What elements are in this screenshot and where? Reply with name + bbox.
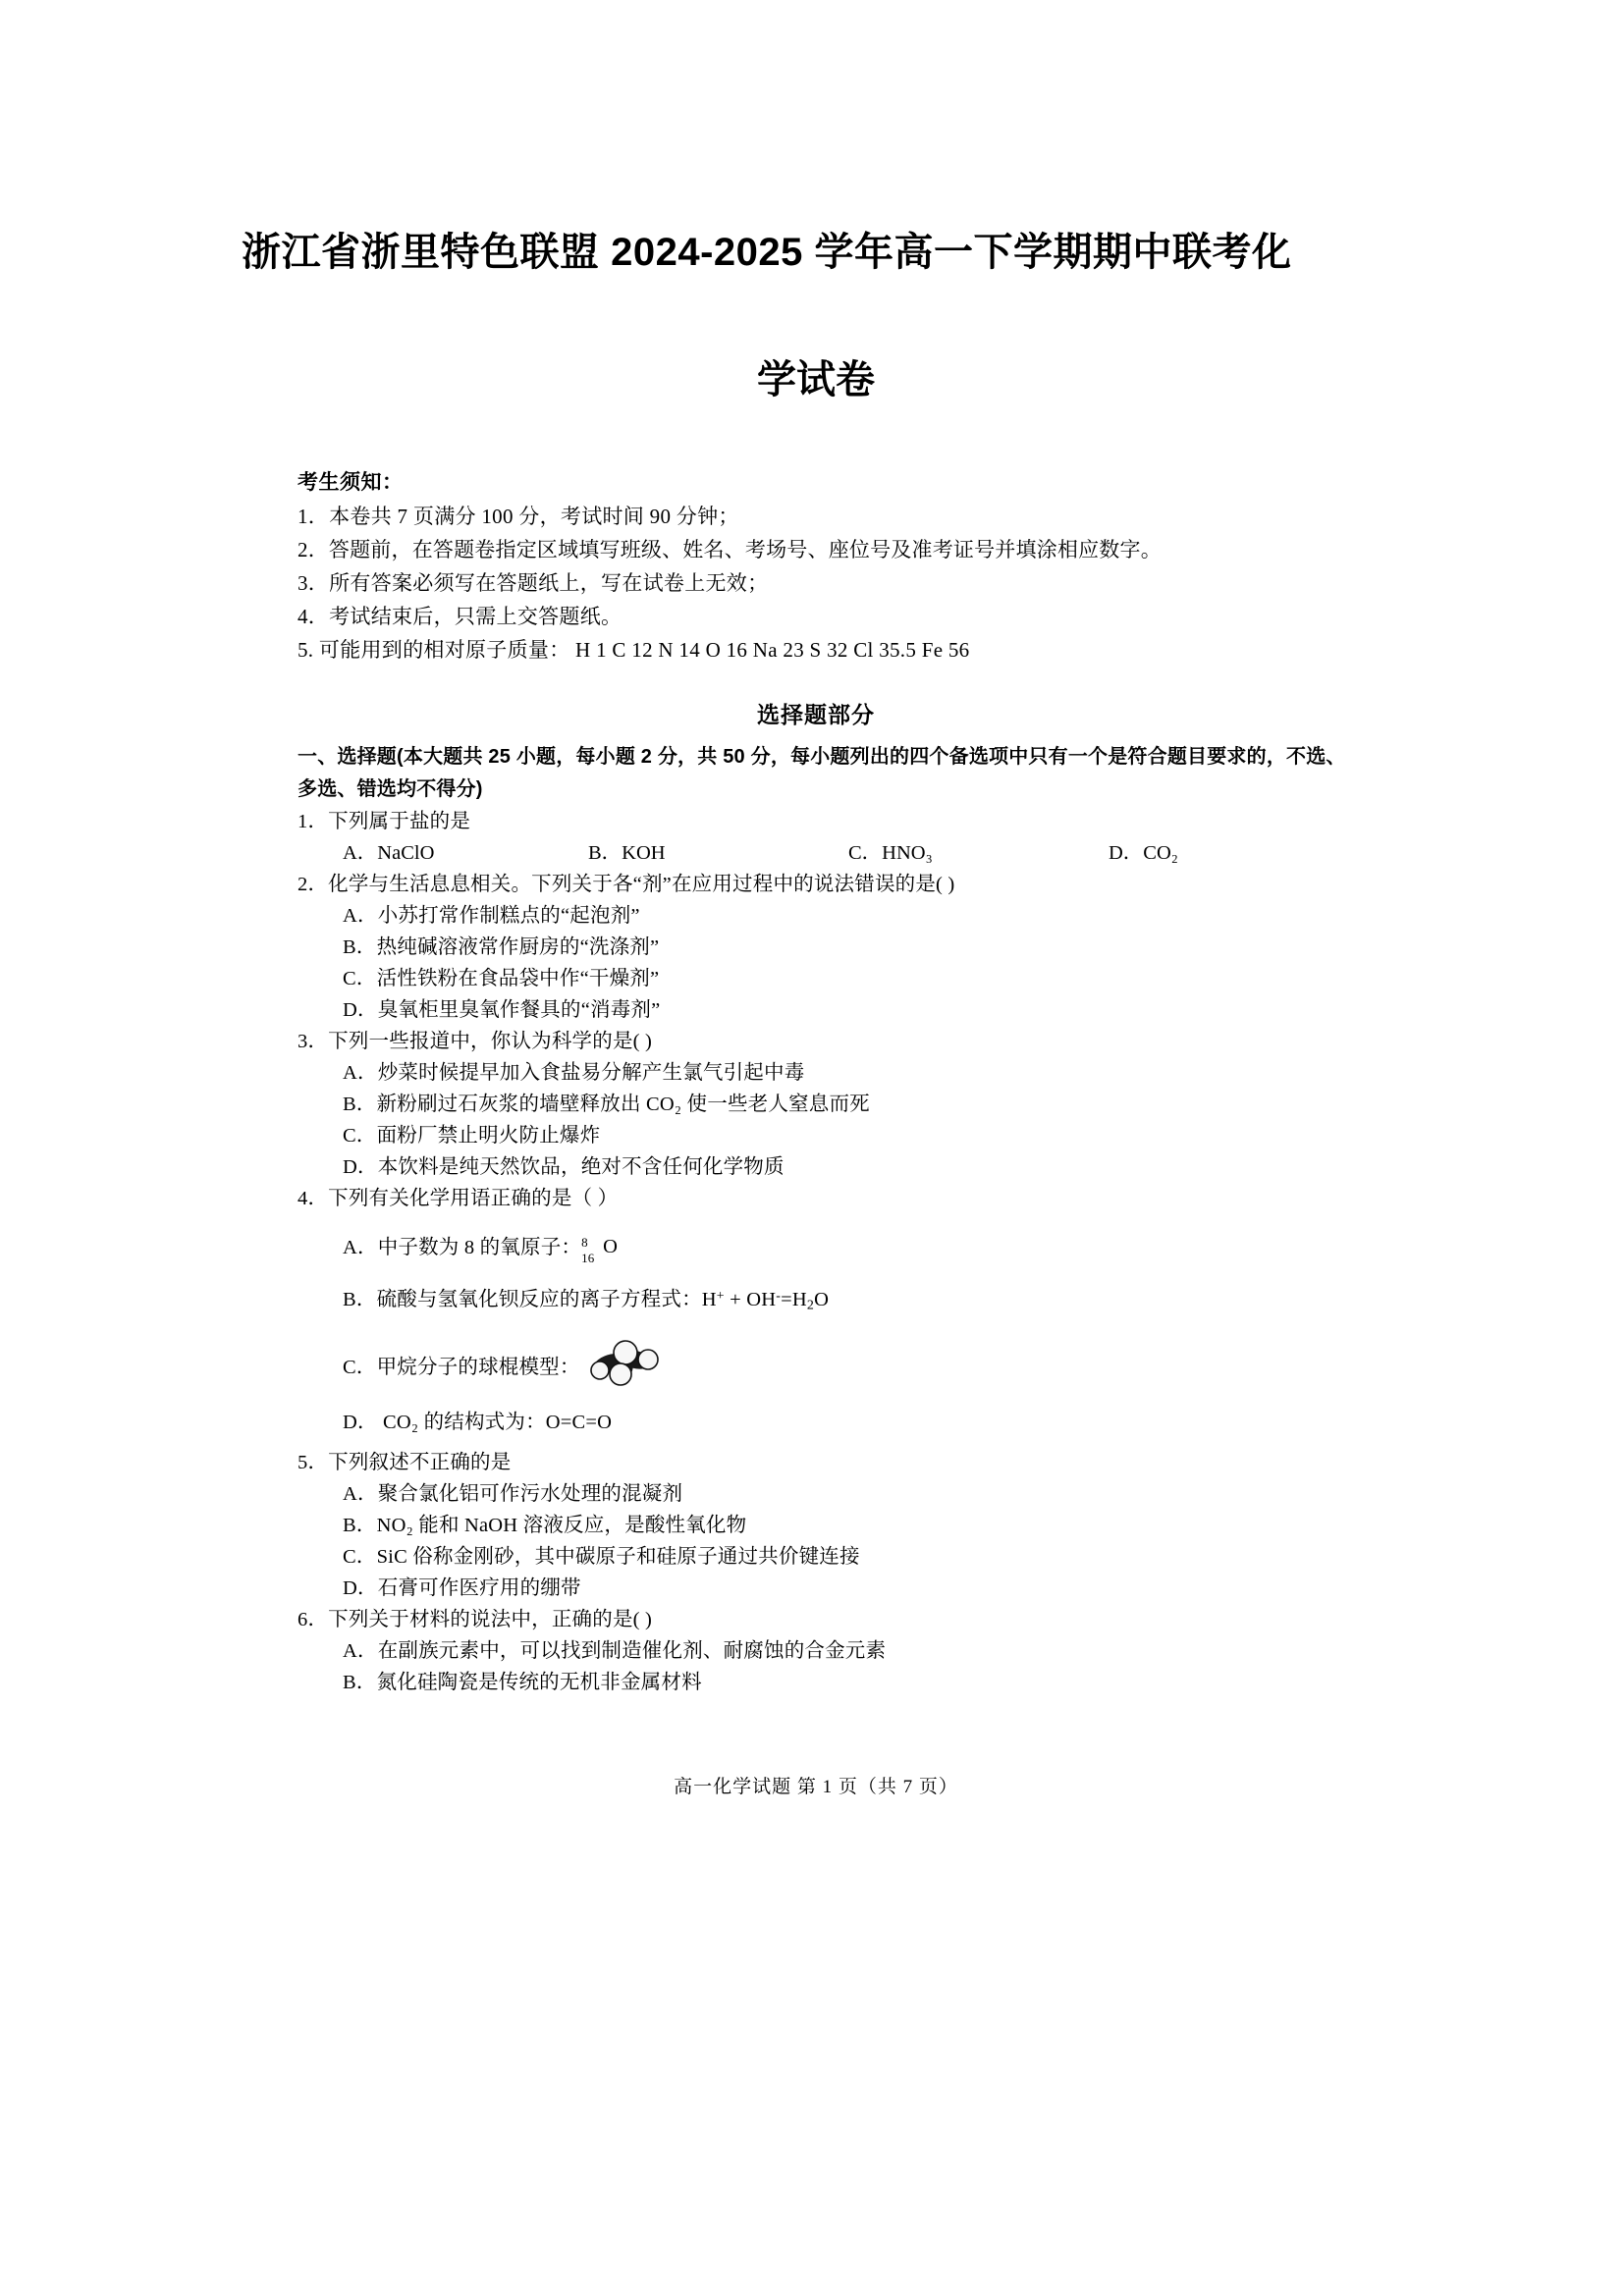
- question-2-text: 化学与生活息息相关。下列关于各“剂”在应用过程中的说法错误的是( ): [328, 874, 955, 895]
- page-title-line2: 学试卷: [757, 358, 875, 401]
- question-4-option-a-text: A．中子数为 8 的氧原子：: [343, 1237, 582, 1258]
- question-3-text: 下列一些报道中，你认为科学的是( ): [328, 1031, 653, 1052]
- question-3-option-b: B．新粉刷过石灰浆的墙壁释放出 CO₂ 使一些老人窒息而死: [343, 1094, 870, 1115]
- question-4-text: 下列有关化学用语正确的是（ ）: [328, 1188, 619, 1209]
- question-1-option-c: C．HNO₃: [848, 842, 933, 864]
- question-1-number: 1．: [298, 811, 329, 832]
- question-4-option-b-tail2: =H: [781, 1288, 807, 1310]
- notice-item-2: 2．答题前，在答题卷指定区域填写班级、姓名、考场号、座位号及准考证号并填涂相应数字。: [298, 538, 1162, 561]
- big-question-heading: 一、选择题(本大题共 25 小题，每小题 2 分，共 50 分，每小题列出的四个备选项中只有一个是符合题目要求的，不选、多选、错选均不得分): [298, 746, 1346, 800]
- subscript-2: 2: [806, 1298, 815, 1313]
- questions-container: [298, 741, 1348, 1698]
- question-5-option-c: C．SiC 俗称金刚砂，其中碳原子和硅原子通过共价键连接: [343, 1545, 860, 1568]
- charge-plus: +: [716, 1289, 725, 1304]
- question-4-option-b-tail: + OH: [724, 1288, 777, 1310]
- question-6-number: 6．: [298, 1608, 329, 1630]
- question-2-number: 2．: [298, 874, 329, 895]
- question-5-stem: [298, 1447, 1348, 1478]
- page-title: 浙江省浙里特色联盟 2024-2025 学年高一下学期期中联考化: [242, 231, 1292, 274]
- question-4-option-c-text: C．甲烷分子的球棍模型：: [343, 1356, 580, 1378]
- question-4-option-b-tail3: O: [814, 1288, 830, 1310]
- notice-item-5: 5. 可能用到的相对原子质量： H 1 C 12 N 14 O 16 Na 23 S 32 Cl 35.5 Fe 56: [298, 638, 970, 662]
- question-5-text: 下列叙述不正确的是: [328, 1451, 512, 1473]
- question-2-stem: [298, 869, 1348, 900]
- notice-item-1: 1．本卷共 7 页满分 100 分，考试时间 90 分钟；: [298, 505, 739, 528]
- notice-item-3: 3．所有答案必须写在答题纸上，写在试卷上无效；: [298, 571, 769, 595]
- notice-item-4: 4．考试结束后，只需上交答题纸。: [298, 605, 623, 628]
- spacer: [298, 1438, 1348, 1447]
- methane-model-svg: [580, 1340, 665, 1389]
- question-2-option-b: B．热纯碱溶液常作厨房的“洗涤剂”: [343, 936, 660, 958]
- question-4-number: 4．: [298, 1188, 329, 1209]
- question-3-stem: [298, 1026, 1348, 1057]
- question-5-number: 5．: [298, 1451, 329, 1473]
- question-6-option-b: B．氮化硅陶瓷是传统的无机非金属材料: [343, 1671, 702, 1693]
- isotope-element-symbol: O: [603, 1236, 619, 1258]
- question-6-text: 下列关于材料的说法中，正确的是( ): [328, 1608, 653, 1630]
- isotope-notation-oxygen: [581, 1235, 626, 1266]
- question-1-option-d: D．CO₂: [1109, 842, 1178, 864]
- question-3-number: 3．: [298, 1031, 329, 1052]
- question-4-option-c: [298, 1340, 1348, 1389]
- question-6-stem: [298, 1604, 1348, 1635]
- methane-ball-and-stick-model-icon: [580, 1340, 665, 1389]
- section-header: 选择题部分: [757, 702, 875, 727]
- question-1-stem: [298, 806, 1348, 837]
- question-1-options: [298, 837, 1348, 869]
- isotope-mass-number: 8: [581, 1235, 588, 1251]
- spacer: [298, 1389, 1348, 1407]
- spacer: [298, 1322, 1348, 1340]
- question-2-option-a: A．小苏打常作制糕点的“起泡剂”: [343, 905, 640, 927]
- question-3-option-a: A．炒菜时候提早加入食盐易分解产生氯气引起中毒: [343, 1062, 805, 1084]
- question-1-text: 下列属于盐的是: [328, 811, 471, 832]
- spacer: [298, 1214, 1348, 1232]
- question-4-option-b: [298, 1281, 1348, 1322]
- question-4-option-a: [298, 1232, 1348, 1266]
- candidate-notice: [298, 466, 1338, 667]
- question-5-option-d: D．石膏可作医疗用的绷带: [343, 1576, 581, 1599]
- question-6-option-a: A．在副族元素中，可以找到制造催化剂、耐腐蚀的合金元素: [343, 1639, 887, 1662]
- spacer: [298, 1263, 1348, 1281]
- question-3-option-d: D．本饮料是纯天然饮品，绝对不含任何化学物质: [343, 1156, 785, 1178]
- isotope-atomic-number: 16: [581, 1251, 595, 1266]
- question-1-option-b: B．KOH: [588, 842, 666, 864]
- question-5-option-a: A．聚合氯化铝可作污水处理的混凝剂: [343, 1482, 683, 1505]
- question-2-option-c: C．活性铁粉在食品袋中作“干燥剂”: [343, 968, 660, 989]
- question-4-option-d: D． CO₂ 的结构式为：O=C=O: [343, 1411, 613, 1433]
- question-3-option-c: C．面粉厂禁止明火防止爆炸: [343, 1125, 601, 1147]
- notice-heading: 考生须知：: [298, 471, 404, 494]
- charge-minus: -: [776, 1289, 782, 1304]
- question-2-option-d: D．臭氧柜里臭氧作餐具的“消毒剂”: [343, 999, 661, 1021]
- page-footer: 高一化学试题 第 1 页（共 7 页）: [674, 1777, 958, 1797]
- question-1-option-a: A．NaClO: [343, 842, 435, 864]
- question-4-option-b-text: B．硫酸与氢氧化钡反应的离子方程式：H: [343, 1288, 717, 1310]
- question-5-option-b: B．NO₂ 能和 NaOH 溶液反应，是酸性氧化物: [343, 1514, 747, 1536]
- question-4-stem: [298, 1183, 1348, 1214]
